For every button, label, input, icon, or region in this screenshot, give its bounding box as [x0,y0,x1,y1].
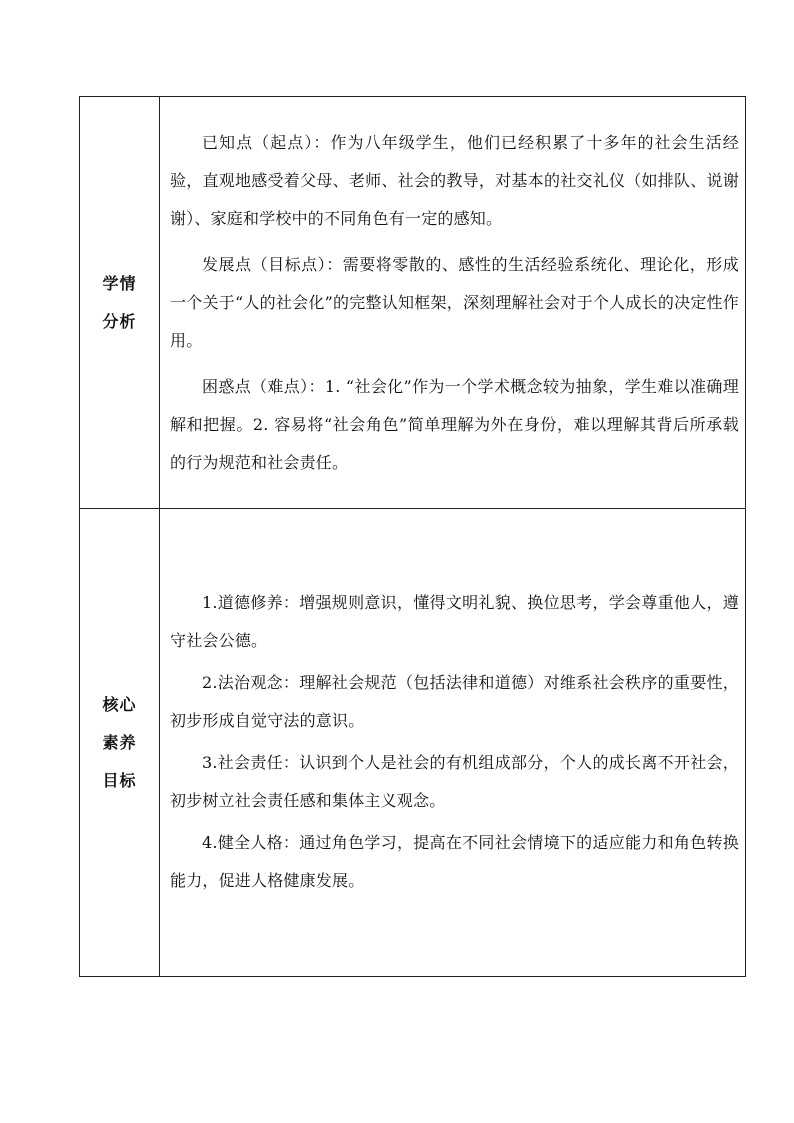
goal-item-moral-cultivation: 1.道德修养：增强规则意识，懂得文明礼貌、换位思考，学会尊重他人，遵守社会公德。 [170,592,739,650]
learning-analysis-content [160,97,746,509]
row-label-learning-analysis [80,97,160,509]
table-row-core-literacy-goals [80,509,746,977]
goal-item-social-responsibility: 3.社会责任：认识到个人是社会的有机组成部分，个人的成长离不开社会，初步树立社会责任感和集体主义观念。 [170,752,739,810]
paragraph-confusion-point: 困惑点（难点）：1. “社会化”作为一个学术概念较为抽象，学生难以准确理解和把握。2. 容易将“社会角色”简单理解为外在身份，难以理解其背后所承载的行为规范和社会责任。 [170,376,739,472]
paragraph-known-point: 已知点（起点）：作为八年级学生，他们已经积累了十多年的社会生活经验，直观地感受着父母、老师、社会的教导，对基本的社交礼仪（如排队、说谢谢）、家庭和学校中的不同角色有一定的感知。 [170,132,739,228]
goal-item-rule-of-law: 2.法治观念：理解社会规范（包括法律和道德）对维系社会秩序的重要性，初步形成自觉守法的意识。 [170,672,739,730]
row-label-line: 分析 [102,311,137,331]
table-row-learning-analysis [80,97,746,509]
row-label-line: 核心 [102,694,137,714]
lesson-plan-table [79,96,746,977]
row-label-line: 学情 [102,273,137,293]
core-literacy-goals-content [160,509,746,977]
paragraph-development-point: 发展点（目标点）：需要将零散的、感性的生活经验系统化、理论化，形成一个关于“人的社会化”的完整认知框架，深刻理解社会对于个人成长的决定性作用。 [170,254,739,350]
row-label-line: 素养 [102,732,137,752]
goals-list [170,582,739,900]
row-label-core-literacy-goals [80,509,160,977]
goal-item-sound-personality: 4.健全人格：通过角色学习，提高在不同社会情境下的适应能力和角色转换能力，促进人格健康发展。 [170,832,739,890]
row-label-line: 目标 [102,770,137,790]
